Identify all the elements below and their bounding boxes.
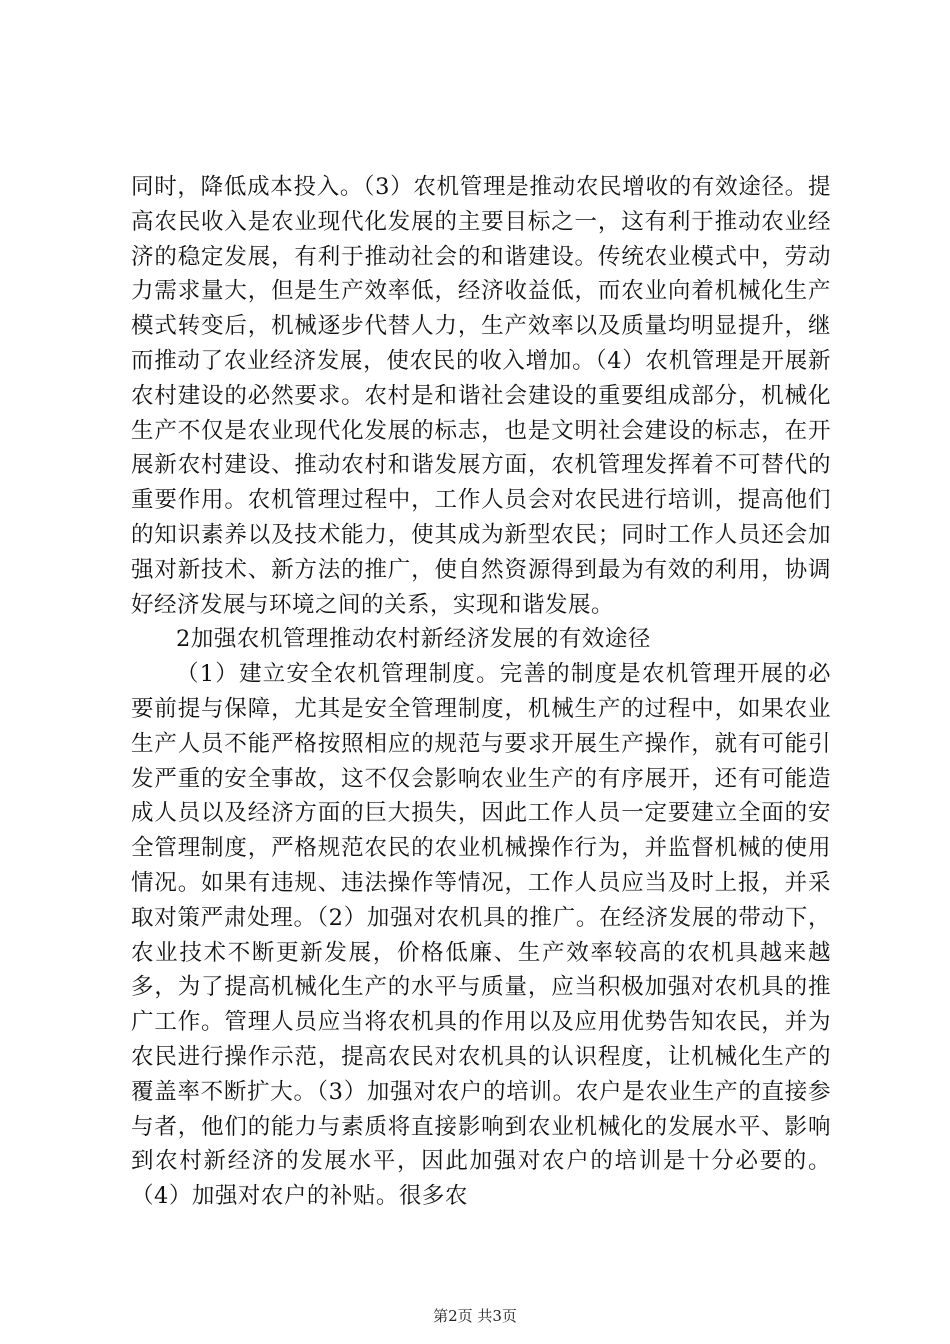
paragraph-2: （1）建立安全农机管理制度。完善的制度是农机管理开展的必要前提与保障，尤其是安全管理制度，机械生产的过程中，如果农业生产人员不能严格按照相应的规范与要求开展生产操作，就有可能引发严重的安全事故，这不仅会影响农业生产的有序展开，还有可能造成人员以及经济方面的巨大损失，因此工作人员一定要建立全面的安全管理制度，严格规范农民的农业机械操作行为，并监督机械的使用情况。如果有违规、违法操作等情况，工作人员应当及时上报，并采取对策严肃处理。（2）加强对农机具的推广。在经济发展的带动下，农业技术不断更新发展，价格低廉、生产效率较高的农机具越来越多，为了提高机械化生产的水平与质量，应当积极加强对农机具的推广工作。管理人员应当将农机具的作用以及应用优势告知农民，并为农民进行操作示范，提高农民对农机具的认识程度，让机械化生产的覆盖率不断扩大。（3）加强对农户的培训。农户是农业生产的直接参与者，他们的能力与素质将直接影响到农业机械化的发展水平、影响到农村新经济的发展水平，因此加强对农户的培训是十分必要的。（4）加强对农户的补贴。很多农 <box>131 661 831 1210</box>
document-body <box>131 170 831 1214</box>
paragraph-1: 同时，降低成本投入。（3）农机管理是推动农民增收的有效途径。提高农民收入是农业现代化发展的主要目标之一，这有利于推动农业经济的稳定发展，有利于推动社会的和谐建设。传统农业模式中，劳动力需求量大，但是生产效率低，经济收益低，而农业向着机械化生产模式转变后，机械逐步代替人力，生产效率以及质量均明显提升，继而推动了农业经济发展，使农民的收入增加。（4）农机管理是开展新农村建设的必然要求。农村是和谐社会建设的重要组成部分，机械化生产不仅是农业现代化发展的标志，也是文明社会建设的标志，在开展新农村建设、推动农村和谐发展方面，农机管理发挥着不可替代的重要作用。农机管理过程中，工作人员会对农民进行培训，提高他们的知识素养以及技术能力，使其成为新型农民；同时工作人员还会加强对新技术、新方法的推广，使自然资源得到最为有效的利用，协调好经济发展与环境之间的关系，实现和谐发展。 <box>131 174 831 618</box>
page-number-footer: 第2页 共3页 <box>433 1307 517 1325</box>
section-heading: 2加强农机管理推动农村新经济发展的有效途径 <box>176 626 651 653</box>
